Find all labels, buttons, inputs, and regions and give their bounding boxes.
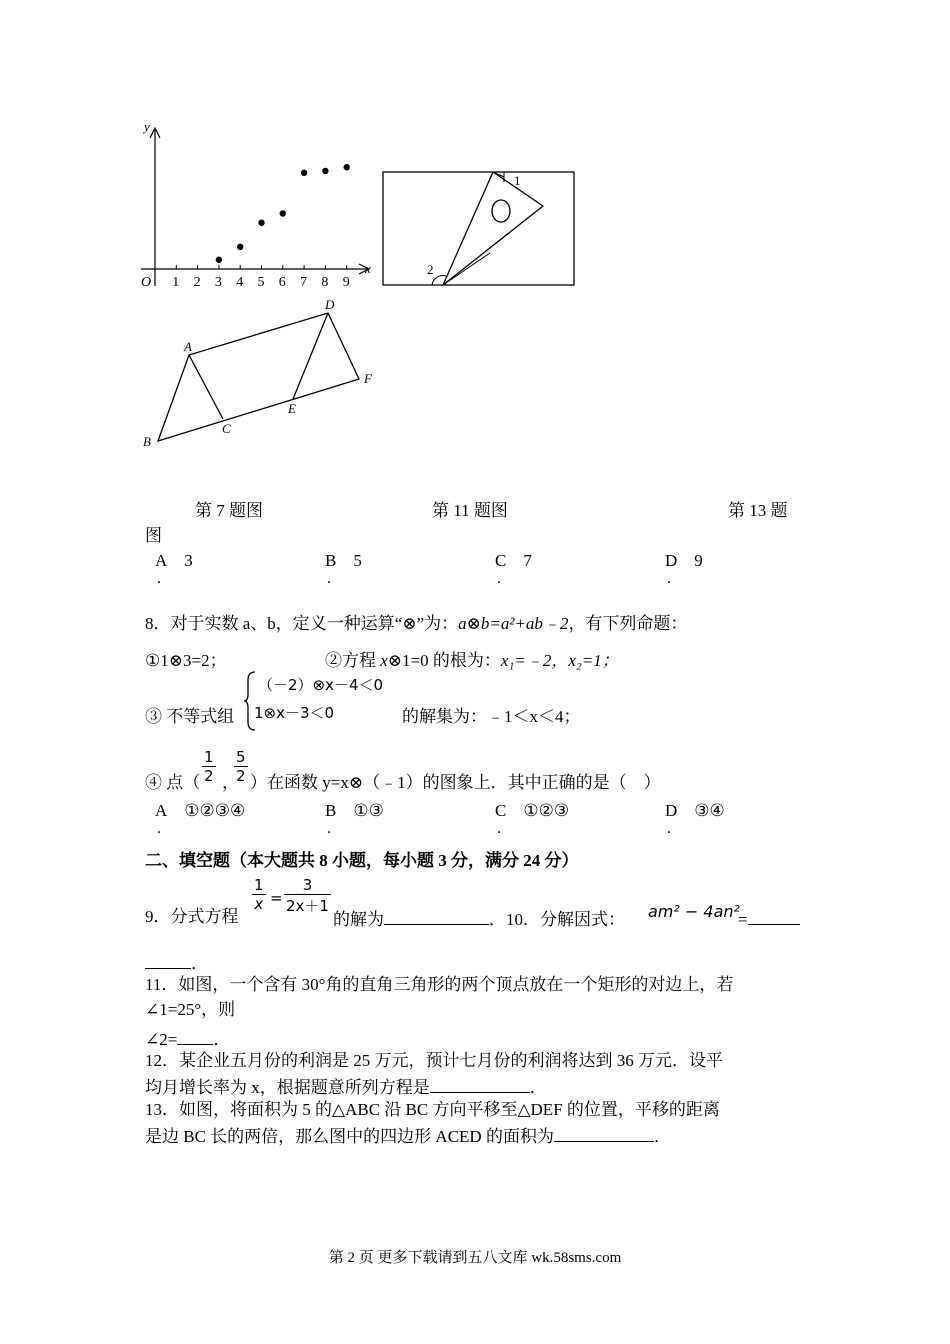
scatter-point	[216, 257, 222, 263]
q8-option-dot: .	[157, 820, 161, 837]
scatter-point	[280, 210, 286, 216]
x-tick-label: 8	[321, 275, 329, 290]
q8-definition: a⊗b=a²+ab﹣2	[458, 614, 569, 633]
q8-stem-c: ，有下列命题：	[568, 614, 688, 633]
q10-equals: =	[738, 906, 800, 931]
q7-option-dot: .	[667, 570, 671, 587]
q8-option-dot: .	[327, 820, 331, 837]
q8-option-c[interactable]: C ①②③	[495, 801, 570, 820]
x-tick-label: 5	[257, 275, 265, 290]
figure-7-scatter	[135, 118, 375, 293]
q8-fraction-2: $\frac{5}{2}$	[236, 748, 246, 785]
q9-rhs-fraction: $\frac{3}{2x+1}$	[286, 876, 329, 915]
q7-option-dot: .	[497, 570, 501, 587]
q8-item-3-label: ③ 不等式组	[145, 707, 235, 726]
q9-tail: 的解为 ．10．分解因式：	[333, 906, 625, 931]
x-tick-label: 7	[300, 275, 308, 290]
q7-option-c[interactable]: C 7	[495, 551, 532, 570]
figure-13-translation	[138, 295, 388, 455]
q8-inequality-2: 1⊗x－3＜0	[254, 704, 335, 722]
page-footer: 第 2 页 更多下载请到五八文库 wk.58sms.com	[328, 1250, 622, 1266]
q8-option-dot: .	[497, 820, 501, 837]
scatter-point	[258, 220, 264, 226]
q13-line-1: 13．如图，将面积为 5 的△ABC 沿 BC 方向平移至△DEF 的位置，平移的距离	[145, 1100, 720, 1119]
q7-option-b[interactable]: B 5	[325, 551, 362, 570]
q11-line-2: ∠1=25°，则	[145, 1000, 236, 1019]
q11-line-3: ∠2= ．	[145, 1026, 230, 1051]
angle-1-label: 1	[514, 173, 521, 188]
q8-fraction-1: $\frac{1}{2}$	[204, 748, 214, 785]
q12-answer-blank[interactable]	[430, 1074, 530, 1093]
y-axis-label: y	[144, 119, 150, 134]
q8-item-4-b: ）在函数 y=x⊗（﹣1）的图象上．其中正确的是（ ）	[250, 773, 661, 792]
caption-fig11: 第 11 题图	[432, 501, 508, 520]
origin-label: O	[141, 275, 152, 290]
q8-inequality-1: （－2）⊗x－4＜0	[258, 676, 384, 694]
q11-line-1: 11．如图，一个含有 30°角的直角三角形的两个顶点放在一个矩形的对边上，若	[145, 975, 734, 994]
q7-option-dot: .	[157, 570, 161, 587]
point-b-label: B	[143, 434, 151, 449]
scatter-point	[301, 170, 307, 176]
q8-stem-a: 8．对于实数 a、b，定义一种运算“⊗”为：	[145, 614, 459, 633]
q8-option-dot: .	[667, 820, 671, 837]
angle-2-label: 2	[427, 262, 434, 277]
q7-option-dot: .	[327, 570, 331, 587]
x-tick-label: 9	[342, 275, 350, 290]
figure-11-rectangle-triangle	[380, 168, 580, 290]
x-tick-label: 4	[236, 275, 244, 290]
q9-equals: =	[270, 889, 283, 907]
section-2-heading: 二、填空题（本大题共 8 小题，每小题 3 分，满分 24 分）	[145, 851, 579, 870]
scatter-point	[322, 168, 328, 174]
q8-stem	[145, 613, 687, 635]
q8-item-3-tail: 的解集为：﹣1＜x＜4；	[402, 707, 581, 726]
x-tick-label: 2	[193, 275, 201, 290]
q8-comma: ，	[222, 773, 239, 792]
caption-fig7: 第 7 题图	[195, 501, 263, 520]
point-f-label: F	[364, 371, 372, 386]
q10-blank-cont: ．	[145, 950, 208, 975]
q13-answer-blank[interactable]	[554, 1123, 654, 1142]
q9-lhs-fraction: $\frac{1}{x}$	[254, 876, 264, 913]
scatter-point	[237, 244, 243, 250]
scatter-point	[344, 164, 350, 170]
caption-fig13: 第 13 题	[728, 501, 788, 520]
q8-option-a[interactable]: A ①②③④	[155, 801, 246, 820]
q11-answer-blank[interactable]	[177, 1026, 213, 1045]
q13-line-2: 是边 BC 长的两倍，那么图中的四边形 ACED 的面积为 ．	[145, 1123, 671, 1148]
q8-item-1: ①1⊗3=2；	[145, 651, 227, 670]
q9-label: 9．分式方程	[145, 907, 239, 926]
q8-item-4-a: ④ 点（	[145, 773, 201, 792]
point-e-label: E	[288, 401, 296, 416]
point-c-label: C	[222, 421, 231, 436]
q9-answer-blank[interactable]	[384, 906, 489, 925]
x-tick-label: 6	[278, 275, 286, 290]
x-tick-label: 3	[214, 275, 222, 290]
q10-answer-blank[interactable]	[748, 906, 800, 925]
q10-answer-blank-cont[interactable]	[145, 950, 191, 969]
q10-expression: am² − 4an²	[648, 902, 740, 921]
q8-option-d[interactable]: D ③④	[665, 801, 725, 820]
x-axis-label: x	[365, 261, 371, 276]
q7-option-a[interactable]: A 3	[155, 551, 193, 570]
q12-line-2: 均月增长率为 x，根据题意所列方程是 ．	[145, 1074, 547, 1099]
point-a-label: A	[184, 339, 192, 354]
q8-item-2: ②方程 x⊗1=0 的根为：x₁=﹣2，x₂=1；	[325, 651, 619, 670]
q7-option-d[interactable]: D 9	[665, 551, 703, 570]
q8-option-b[interactable]: B ①③	[325, 801, 384, 820]
q12-line-1: 12．某企业五月份的利润是 25 万元，预计七月份的利润将达到 36 万元．设平	[145, 1051, 723, 1070]
point-d-label: D	[325, 297, 335, 312]
caption-fig13-cont: 图	[145, 526, 162, 545]
x-tick-label: 1	[172, 275, 180, 290]
